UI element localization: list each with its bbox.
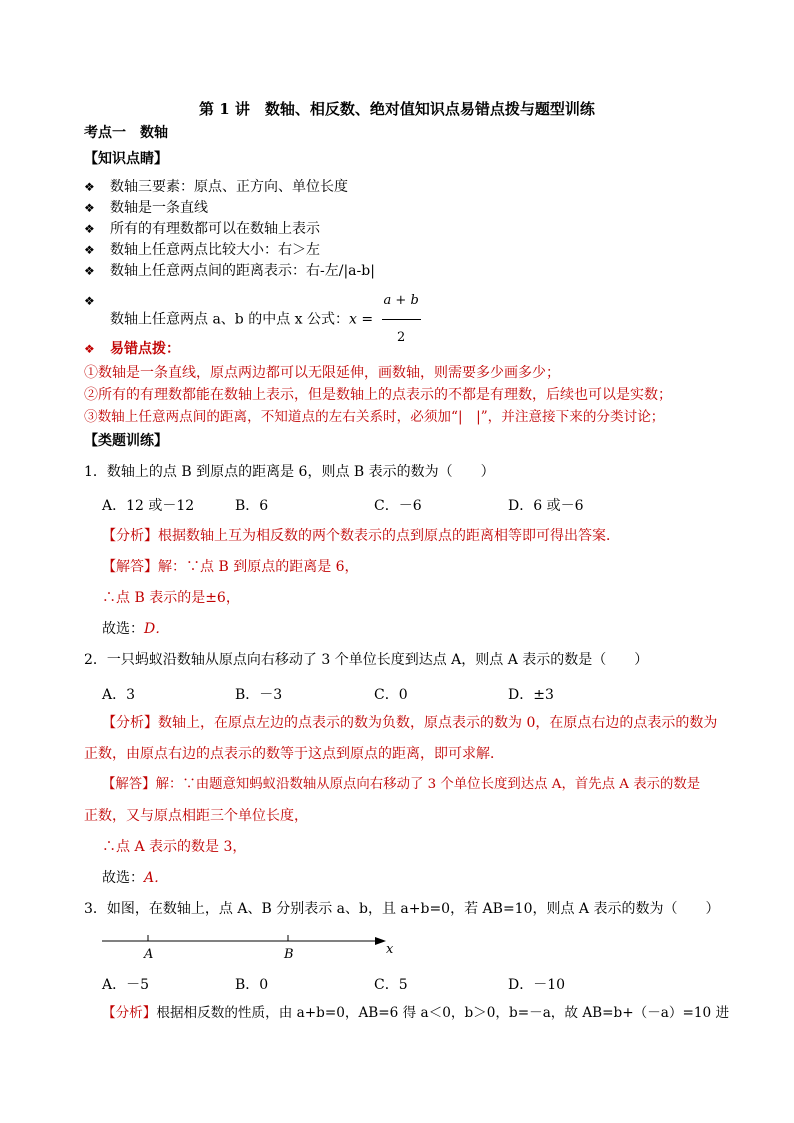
q2-option-b: B．－3 (235, 687, 283, 703)
q1-option-a: A．12 或－12 (102, 498, 195, 514)
axis-x-label: x (386, 942, 394, 957)
solution-text: 解：∵点 B 到原点的距离是 6， (158, 559, 359, 575)
q1-solution (102, 558, 359, 576)
q1-answer: D． (144, 621, 170, 637)
q2-option-d: D．±3 (508, 687, 554, 703)
analysis-text: 数轴上，在原点左边的点表示的数为负数，原点表示的数为 0，在原点右边的点表示的数为 (158, 715, 718, 731)
q1-step: ∴点 B 表示的是±6， (102, 590, 240, 606)
pitfall-header: 易错点拨： (110, 341, 180, 357)
solution-tag: 【解答】 (102, 559, 158, 575)
list-item: 所有的有理数都可以在数轴上表示 (110, 221, 320, 237)
q2-solution-cont: 正数，又与原点相距三个单位长度， (84, 808, 308, 824)
q2-option-a: A．3 (102, 687, 136, 703)
bullet-icon: ❖ (84, 201, 95, 215)
pitfall-item: ②所有的有理数都能在数轴上表示，但是数轴上的点表示的不都是有理数，后续也可以是实数； (84, 387, 672, 403)
list-item: 数轴三要素：原点、正方向、单位长度 (110, 179, 348, 195)
choose-label: 故选： (102, 870, 144, 886)
q2-analysis-cont: 正数，由原点右边的点表示的数等于这点到原点的距离，即可求解． (84, 746, 504, 762)
pitfall-item: ①数轴是一条直线，原点两边都可以无限延伸，画数轴，则需要多少画多少； (84, 365, 560, 381)
analysis-text: 根据数轴上互为相反数的两个数表示的点到原点的距离相等即可得出答案． (158, 528, 620, 544)
fraction-numerator: a + b (382, 283, 421, 320)
list-item: 数轴是一条直线 (110, 200, 208, 216)
q2-answer: A． (144, 870, 169, 886)
number-line-figure (96, 928, 406, 964)
q1-option-d: D．6 或－6 (508, 498, 584, 514)
section-heading: 考点一 数轴 (84, 125, 168, 141)
q1-analysis (102, 527, 620, 545)
bullet-icon: ❖ (84, 180, 95, 194)
list-item: 数轴上任意两点比较大小：右＞左 (110, 242, 320, 258)
q1-option-c: C．－6 (374, 498, 422, 514)
bullet-icon: ❖ (84, 243, 95, 257)
solution-tag: 【解答】 (102, 777, 156, 792)
q3-analysis (102, 1004, 729, 1022)
q2-step: ∴点 A 表示的数是 3， (102, 839, 247, 855)
q2-analysis (102, 714, 717, 732)
axis-arrow-icon (375, 937, 386, 945)
analysis-tag: 【分析】 (102, 528, 158, 544)
fraction-denominator: 2 (397, 330, 406, 345)
point-a-label: A (144, 947, 154, 962)
q3-option-b: B．0 (235, 977, 269, 993)
pitfall-item: ③数轴上任意两点间的距离，不知道点的左右关系时，必须加“| |”，并注意接下来的分类讨论； (84, 409, 665, 425)
q3-option-c: C．5 (374, 977, 408, 993)
analysis-text: 根据相反数的性质，由 a+b=0，AB=6 得 a＜0，b＞0，b=－a，故 AB=b+（－a）=10 进 (156, 1005, 730, 1021)
choose-label: 故选： (102, 621, 144, 637)
q2-option-c: C．0 (374, 687, 408, 703)
list-item: 数轴上任意两点间的距离表示：右-左/|a-b| (110, 263, 375, 279)
bullet-icon: ❖ (84, 342, 95, 356)
practice-header: 【类题训练】 (84, 433, 168, 449)
formula-label: 数轴上任意两点 a、b 的中点 x 公式： (110, 311, 350, 328)
question-3-stem: 3．如图，在数轴上，点 A、B 分别表示 a、b，且 a+b=0，若 AB=10，则点 A 表示的数为（ ） (84, 901, 720, 917)
point-b-label: B (284, 947, 294, 962)
q3-option-d: D．－10 (508, 977, 566, 993)
midpoint-fraction (382, 283, 421, 356)
bullet-icon: ❖ (84, 264, 95, 278)
bullet-icon: ❖ (84, 294, 95, 308)
analysis-tag: 【分析】 (102, 1005, 157, 1021)
q1-choice (102, 620, 169, 638)
q2-choice (102, 869, 168, 887)
page-title: 第 1 讲 数轴、相反数、绝对值知识点易错点拨与题型训练 (199, 100, 595, 118)
q2-solution (102, 776, 700, 794)
analysis-tag: 【分析】 (102, 715, 158, 731)
question-1-stem: 1．数轴上的点 B 到原点的距离是 6，则点 B 表示的数为（ ） (84, 464, 495, 480)
bullet-icon: ❖ (84, 222, 95, 236)
formula-lhs: x = (349, 311, 374, 328)
q3-option-a: A．－5 (102, 977, 150, 993)
knowledge-header: 【知识点睛】 (84, 151, 168, 167)
question-2-stem: 2．一只蚂蚁沿数轴从原点向右移动了 3 个单位长度到达点 A，则点 A 表示的数是（ ） (84, 652, 649, 668)
solution-text: 解：∵由题意知蚂蚁沿数轴从原点向右移动了 3 个单位长度到达点 A，首先点 A 表示的数是 (155, 777, 701, 792)
q1-option-b: B．6 (235, 498, 269, 514)
